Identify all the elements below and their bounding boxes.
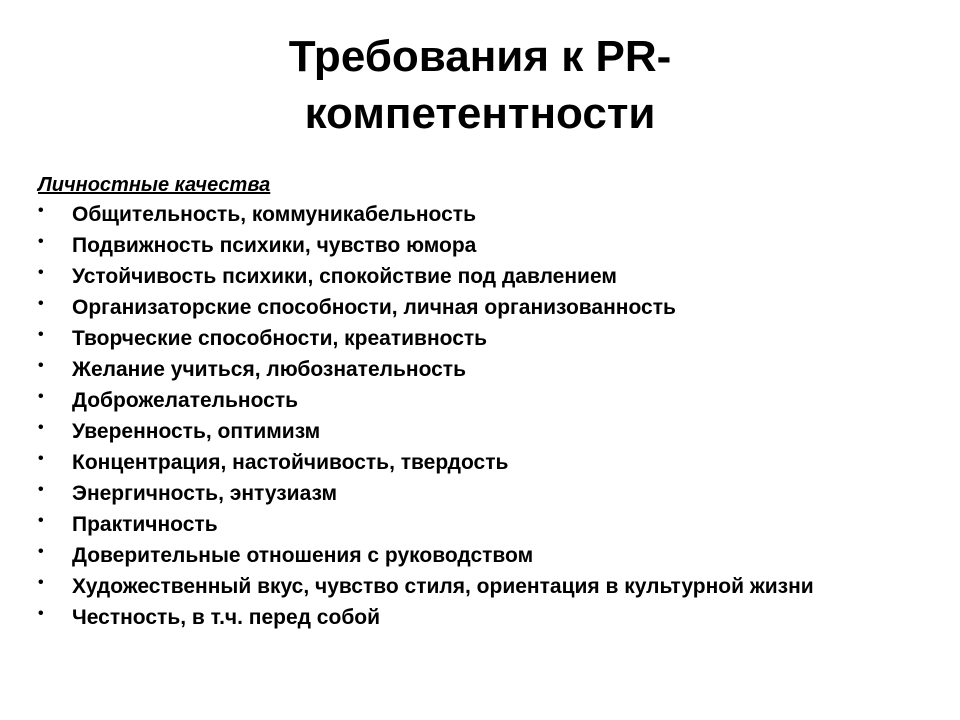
list-item	[38, 232, 918, 259]
list-item-text: Доверительные отношения с руководством	[72, 544, 534, 567]
bullet-icon: •	[38, 512, 44, 529]
list-item	[38, 542, 918, 569]
list-item-text: Доброжелательность	[72, 389, 299, 412]
slide-title-line-2: компетентности	[304, 89, 656, 138]
slide-title-line-1: Требования к PR-	[288, 32, 672, 81]
list-item-text: Общительность, коммуникабельность	[72, 203, 476, 226]
bullet-icon: •	[38, 202, 44, 219]
list-item-text: Художественный вкус, чувство стиля, ориентация в культурной жизни	[72, 575, 814, 598]
list-item-text: Концентрация, настойчивость, твердость	[72, 451, 509, 474]
bullet-icon: •	[38, 543, 44, 560]
list-item	[38, 604, 918, 631]
bullet-icon: •	[38, 605, 44, 622]
list-item-text: Подвижность психики, чувство юмора	[72, 234, 477, 257]
list-item	[38, 418, 918, 445]
list-item-text: Творческие способности, креативность	[72, 327, 488, 350]
list-item	[38, 449, 918, 476]
list-item	[38, 356, 918, 383]
list-item-text: Желание учиться, любознательность	[72, 358, 467, 381]
bullet-icon: •	[38, 419, 44, 436]
bullet-icon: •	[38, 574, 44, 591]
list-item-text: Энергичность, энтузиазм	[72, 482, 337, 505]
list-item-text: Практичность	[72, 513, 218, 536]
bullet-icon: •	[38, 388, 44, 405]
slide-title	[80, 28, 880, 142]
list-item	[38, 201, 918, 228]
list-item	[38, 511, 918, 538]
bullet-icon: •	[38, 233, 44, 250]
list-item-text: Организаторские способности, личная организованность	[72, 296, 676, 319]
bullet-icon: •	[38, 295, 44, 312]
qualities-list	[38, 201, 918, 635]
bullet-icon: •	[38, 264, 44, 281]
list-item	[38, 263, 918, 290]
bullet-icon: •	[38, 450, 44, 467]
list-item-text: Уверенность, оптимизм	[72, 420, 321, 443]
list-item-text: Честность, в т.ч. перед собой	[72, 606, 381, 629]
list-item	[38, 573, 918, 600]
list-item	[38, 480, 918, 507]
list-item	[38, 325, 918, 352]
list-item	[38, 294, 918, 321]
bullet-icon: •	[38, 357, 44, 374]
bullet-icon: •	[38, 481, 44, 498]
list-item-text: Устойчивость психики, спокойствие под давлением	[72, 265, 617, 288]
list-item	[38, 387, 918, 414]
section-heading: Личностные качества	[38, 174, 271, 196]
bullet-icon: •	[38, 326, 44, 343]
